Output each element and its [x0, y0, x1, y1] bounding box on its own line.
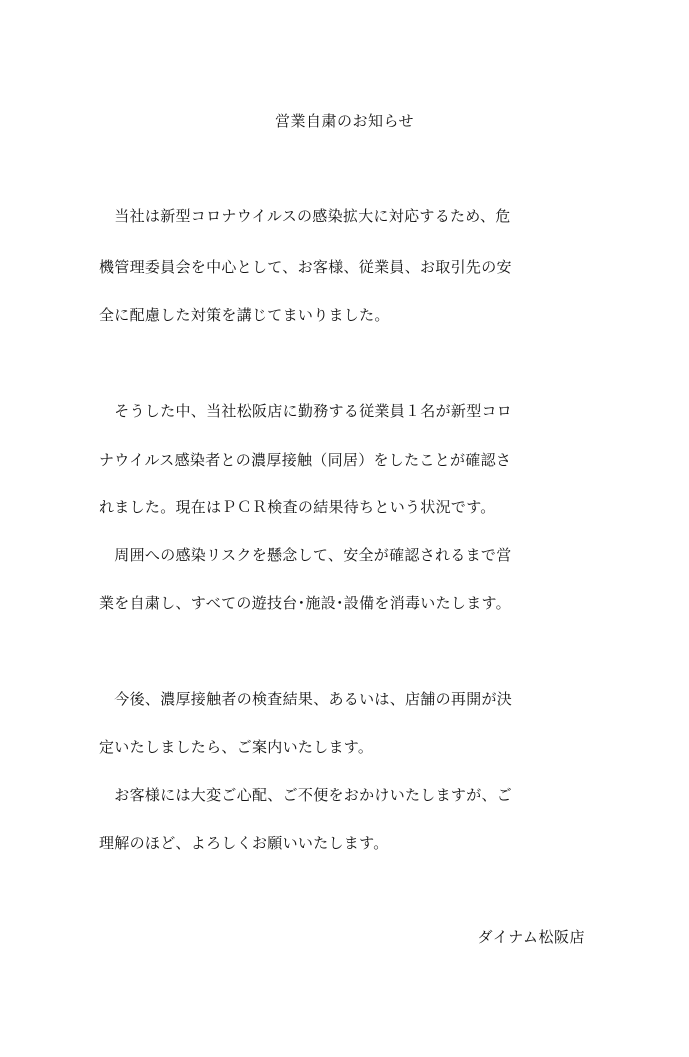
paragraph-1-line-3: 全に配慮した対策を講じてまいりました。 [99, 306, 390, 324]
paragraph-2-line-1: そうした中、当社松阪店に勤務する従業員１名が新型コロ [99, 402, 513, 420]
paragraph-2-line-2: ナウイルス感染者との濃厚接触（同居）をしたことが確認さ [99, 451, 512, 469]
signature: ダイナム松阪店 [477, 928, 585, 946]
paragraph-5-line-2: 理解のほど、よろしくお願いいたします。 [99, 834, 389, 852]
paragraph-4-line-1: 今後、濃厚接触者の検査結果、あるいは、店舗の再開が決 [99, 690, 513, 708]
paragraph-4-line-2: 定いたしましたら、ご案内いたします。 [99, 738, 374, 756]
paragraph-2-line-3: れました。現在はＰＣＲ検査の結果待ちという状況です。 [99, 498, 496, 516]
page-title: 営業自粛のお知らせ [274, 112, 415, 130]
paragraph-1-line-2: 機管理委員会を中心として、お客様、従業員、お取引先の安 [99, 258, 512, 276]
paragraph-1-line-1: 当社は新型コロナウイルスの感染拡大に対応するため、危 [99, 207, 511, 225]
paragraph-5-line-1: お客様には大変ご心配、ご不便をおかけいたしますが、ご [99, 786, 513, 804]
paragraph-3-line-2: 業を自粛し、すべての遊技台･施設･設備を消毒いたします。 [99, 594, 511, 612]
paragraph-3-line-1: 周囲への感染リスクを懸念して、安全が確認されるまで営 [99, 546, 512, 564]
